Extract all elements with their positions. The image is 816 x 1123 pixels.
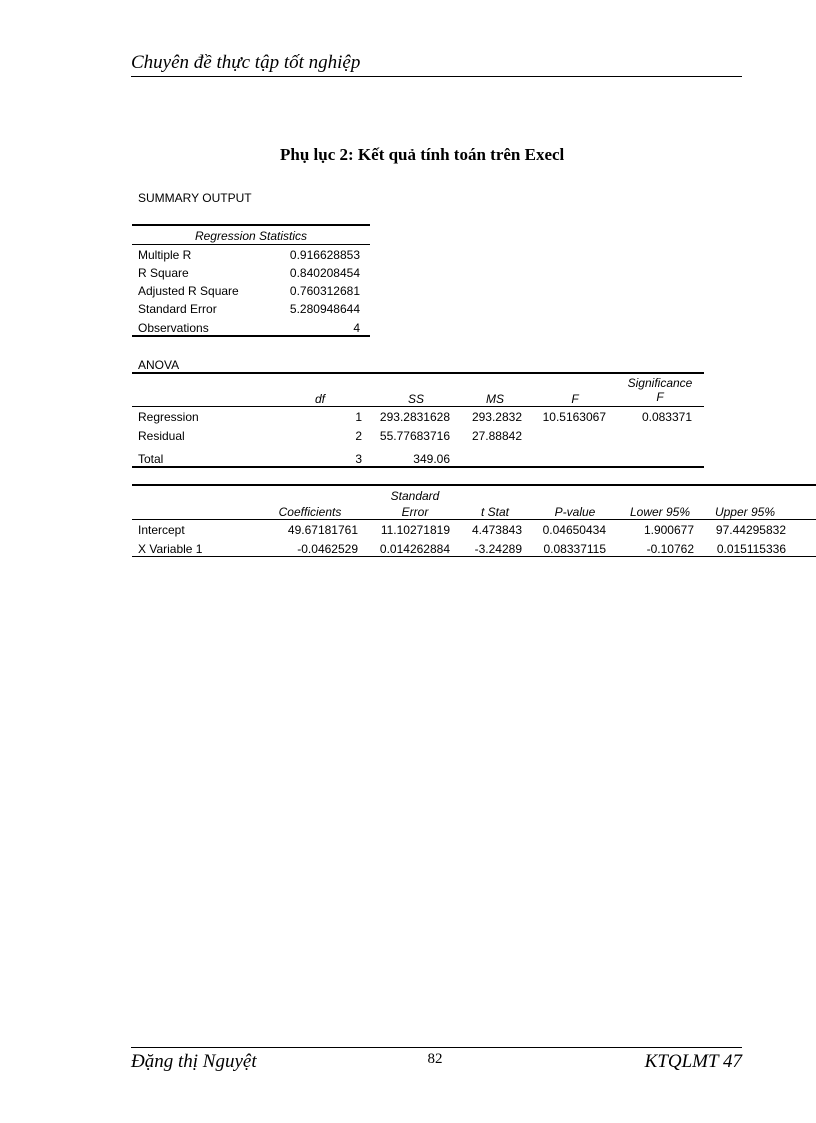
anova-row-total-label: Total [138, 452, 164, 466]
coef-row-intercept-se: 11.10271819 [380, 523, 450, 537]
anova-row-regression-ss: 293.2831628 [379, 410, 450, 424]
anova-row-residual-label: Residual [138, 429, 185, 443]
coef-header-se-line1: Standard [390, 489, 440, 503]
anova-row-regression-label: Regression [138, 410, 199, 424]
anova-header-sig-line2: F [656, 390, 664, 404]
coef-row-x1-se: 0.014262884 [379, 542, 450, 556]
footer-class: KTQLMT 47 [644, 1051, 742, 1072]
anova-header-rule [132, 406, 704, 407]
regstats-label-r-square: R Square [138, 266, 189, 280]
regstats-label-observations: Observations [138, 321, 209, 335]
page-title: Phụ lục 2: Kết quả tính toán trên Execl [280, 145, 565, 164]
coef-row-x1-lower: -0.10762 [646, 542, 694, 556]
coef-row-intercept-label: Intercept [138, 523, 185, 537]
coef-row-x1-upper: 0.015115336 [716, 542, 786, 556]
coef-header-upper-95: Upper 95% [714, 505, 776, 519]
anova-header-df: df [314, 392, 325, 406]
regstats-heading: Regression Statistics [194, 229, 308, 243]
coef-row-intercept-p: 0.04650434 [542, 523, 606, 537]
coef-header-p-value: P-value [554, 505, 596, 519]
running-header: Chuyên đề thực tập tốt nghiệp [131, 52, 361, 73]
summary-output-label: SUMMARY OUTPUT [138, 191, 252, 205]
anova-header-f: F [571, 392, 579, 406]
regstats-value-observations: 4 [353, 321, 360, 335]
regstats-label-multiple-r: Multiple R [138, 248, 192, 262]
coef-row-intercept-upper: 97.44295832 [715, 523, 786, 537]
coef-row-intercept-coef: 49.67181761 [287, 523, 358, 537]
anova-row-regression-f: 10.5163067 [542, 410, 606, 424]
anova-row-regression-sig: 0.083371 [641, 410, 692, 424]
anova-row-residual-ss: 55.77683716 [379, 429, 450, 443]
coef-row-intercept-t: 4.473843 [471, 523, 522, 537]
anova-header-sig-line1: Significance [627, 376, 693, 390]
coef-top-rule [132, 484, 816, 486]
header-rule [131, 76, 742, 77]
anova-row-regression-df: 1 [355, 410, 362, 424]
coef-row-x1-p: 0.08337115 [543, 542, 606, 556]
coef-header-rule [132, 519, 816, 520]
coef-row-x1-label: X Variable 1 [138, 542, 203, 556]
regstats-label-adjusted-r-square: Adjusted R Square [138, 284, 239, 298]
coef-header-coefficients: Coefficients [278, 505, 342, 519]
regstats-label-standard-error: Standard Error [138, 302, 217, 316]
coef-header-t-stat: t Stat [480, 505, 509, 519]
coef-bottom-rule [132, 556, 816, 557]
anova-row-total-ss: 349.06 [413, 452, 450, 466]
regstats-value-standard-error: 5.280948644 [289, 302, 360, 316]
anova-row-residual-df: 2 [355, 429, 362, 443]
coef-header-lower-95: Lower 95% [629, 505, 691, 519]
anova-bottom-rule [132, 466, 704, 468]
footer-author: Đặng thị Nguyệt [131, 1051, 257, 1072]
coef-header-se-line2: Error [401, 505, 429, 519]
anova-top-rule [132, 372, 704, 374]
coef-row-x1-coef: -0.0462529 [297, 542, 358, 556]
anova-header-ss: SS [407, 392, 424, 406]
anova-label: ANOVA [138, 358, 180, 372]
regstats-bottom-rule [132, 335, 370, 337]
regstats-value-adjusted-r-square: 0.760312681 [289, 284, 360, 298]
anova-row-residual-ms: 27.88842 [471, 429, 522, 443]
footer-rule [131, 1047, 742, 1048]
regstats-top-rule [132, 224, 370, 226]
page-number: 82 [427, 1051, 443, 1067]
anova-row-total-df: 3 [355, 452, 362, 466]
regstats-value-r-square: 0.840208454 [289, 266, 360, 280]
coef-row-intercept-lower: 1.900677 [643, 523, 694, 537]
anova-row-regression-ms: 293.2832 [471, 410, 522, 424]
regstats-value-multiple-r: 0.916628853 [289, 248, 360, 262]
regstats-heading-rule [132, 244, 370, 245]
anova-header-ms: MS [486, 392, 504, 406]
coef-row-x1-t: -3.24289 [474, 542, 522, 556]
